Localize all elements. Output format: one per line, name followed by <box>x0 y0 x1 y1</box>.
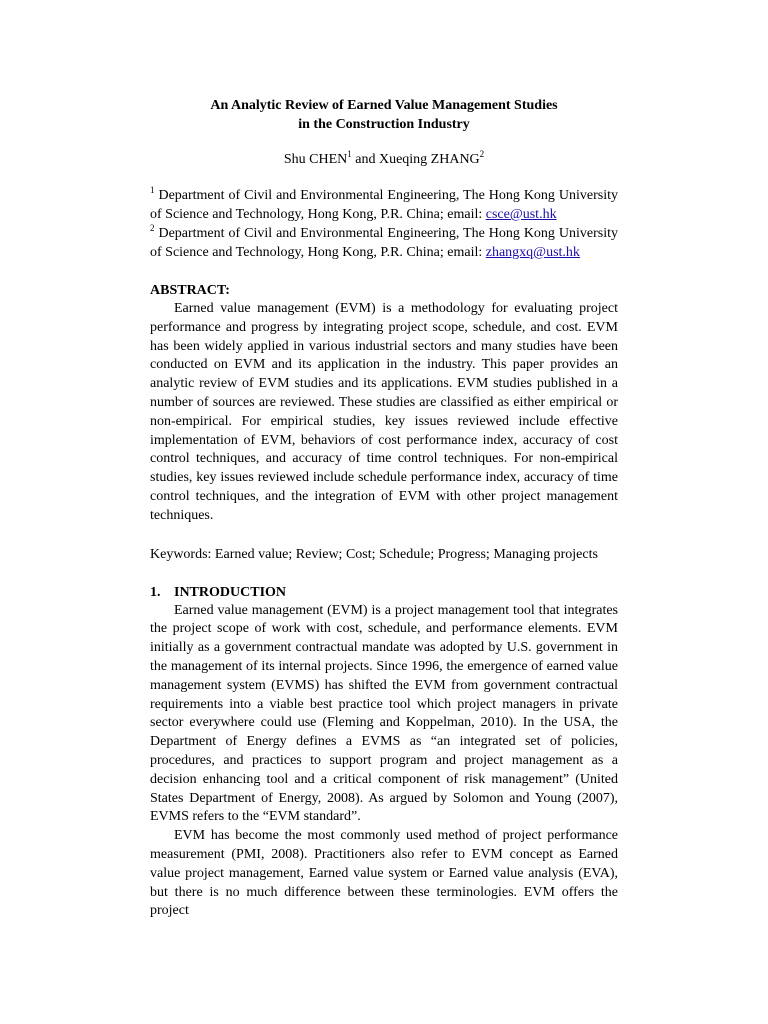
affiliation-1-mark: 1 <box>150 185 155 195</box>
intro-paragraph-1: Earned value management (EVM) is a project management tool that integrates the project scope of work with cost, schedule, and performance elements. EVM initially as a government contractual mandate was adopted by U.S. government in the management of its internal projects. Since 1996, the emergence of earned value management system (EVMS) has shifted the EVM from government contractual requirements into a viable best practice tool which project managers in private sector everywhere could use (Fleming and Koppelman, 2010). In the USA, the Department of Energy defines a EVMS as “an integrated set of policies, procedures, and practices to support program and project management as a decision enhancing tool and a critical component of risk management” (United States Department of Energy, 2008). As argued by Solomon and Young (2007), EVMS refers to the “EVM standard”. <box>150 602 618 825</box>
affiliation-1 <box>150 186 618 224</box>
affiliation-2-mark: 2 <box>150 223 155 233</box>
section-heading-introduction <box>150 583 618 602</box>
title-line-2: in the Construction Industry <box>298 117 470 132</box>
section-title: INTRODUCTION <box>174 584 287 600</box>
email-link-1[interactable]: csce@ust.hk <box>485 207 557 222</box>
abstract-heading: ABSTRACT: <box>150 283 230 298</box>
paper-title <box>150 96 618 134</box>
section-number: 1. <box>150 584 161 600</box>
affiliations <box>150 186 618 262</box>
paper-body <box>150 96 618 921</box>
author-1: Shu CHEN <box>283 152 348 167</box>
title-line-1: An Analytic Review of Earned Value Management Studies <box>210 98 558 113</box>
email-link-2[interactable]: zhangxq@ust.hk <box>485 245 580 260</box>
affiliation-1-text: Department of Civil and Environmental Engineering, The Hong Kong University of Science and Technology, Hong Kong, P.R. China; email: <box>150 188 618 222</box>
affiliation-2 <box>150 224 618 262</box>
intro-paragraph-2: EVM has become the most commonly used method of project performance measurement (PMI, 2008). Practitioners also refer to EVM concept as Earned value project management, Earned value system or Earned value analysis (EVA), but there is no much difference between these terminologies. EVM offers the project <box>150 828 618 919</box>
author-2-affil-mark: 2 <box>479 149 485 159</box>
author-line <box>150 150 618 169</box>
abstract-text: Earned value management (EVM) is a methodology for evaluating project performance and progress by integrating project scope, schedule, and cost. EVM has been widely applied in various industrial sectors and many studies have been conducted on EVM and its application in the industry. This paper provides an analytic review of EVM studies and its applications. EVM studies published in a number of sources are reviewed. These studies are classified as either empirical or non-empirical. For empirical studies, key issues reviewed include effective implementation of EVM, behaviors of cost performance index, accuracy of cost control techniques, and accuracy of time control techniques. For non-empirical studies, key issues reviewed include schedule performance index, accuracy of time control techniques, and the integration of EVM with other project management techniques. <box>150 301 618 523</box>
keywords: Keywords: Earned value; Review; Cost; Schedule; Progress; Managing projects <box>150 546 598 562</box>
author-2: Xueqing ZHANG <box>378 152 480 167</box>
author-1-affil-mark: 1 <box>347 149 352 159</box>
affiliation-2-text: Department of Civil and Environmental Engineering, The Hong Kong University of Science and Technology, Hong Kong, P.R. China; email: <box>150 226 618 260</box>
author-joiner: and <box>351 152 379 167</box>
